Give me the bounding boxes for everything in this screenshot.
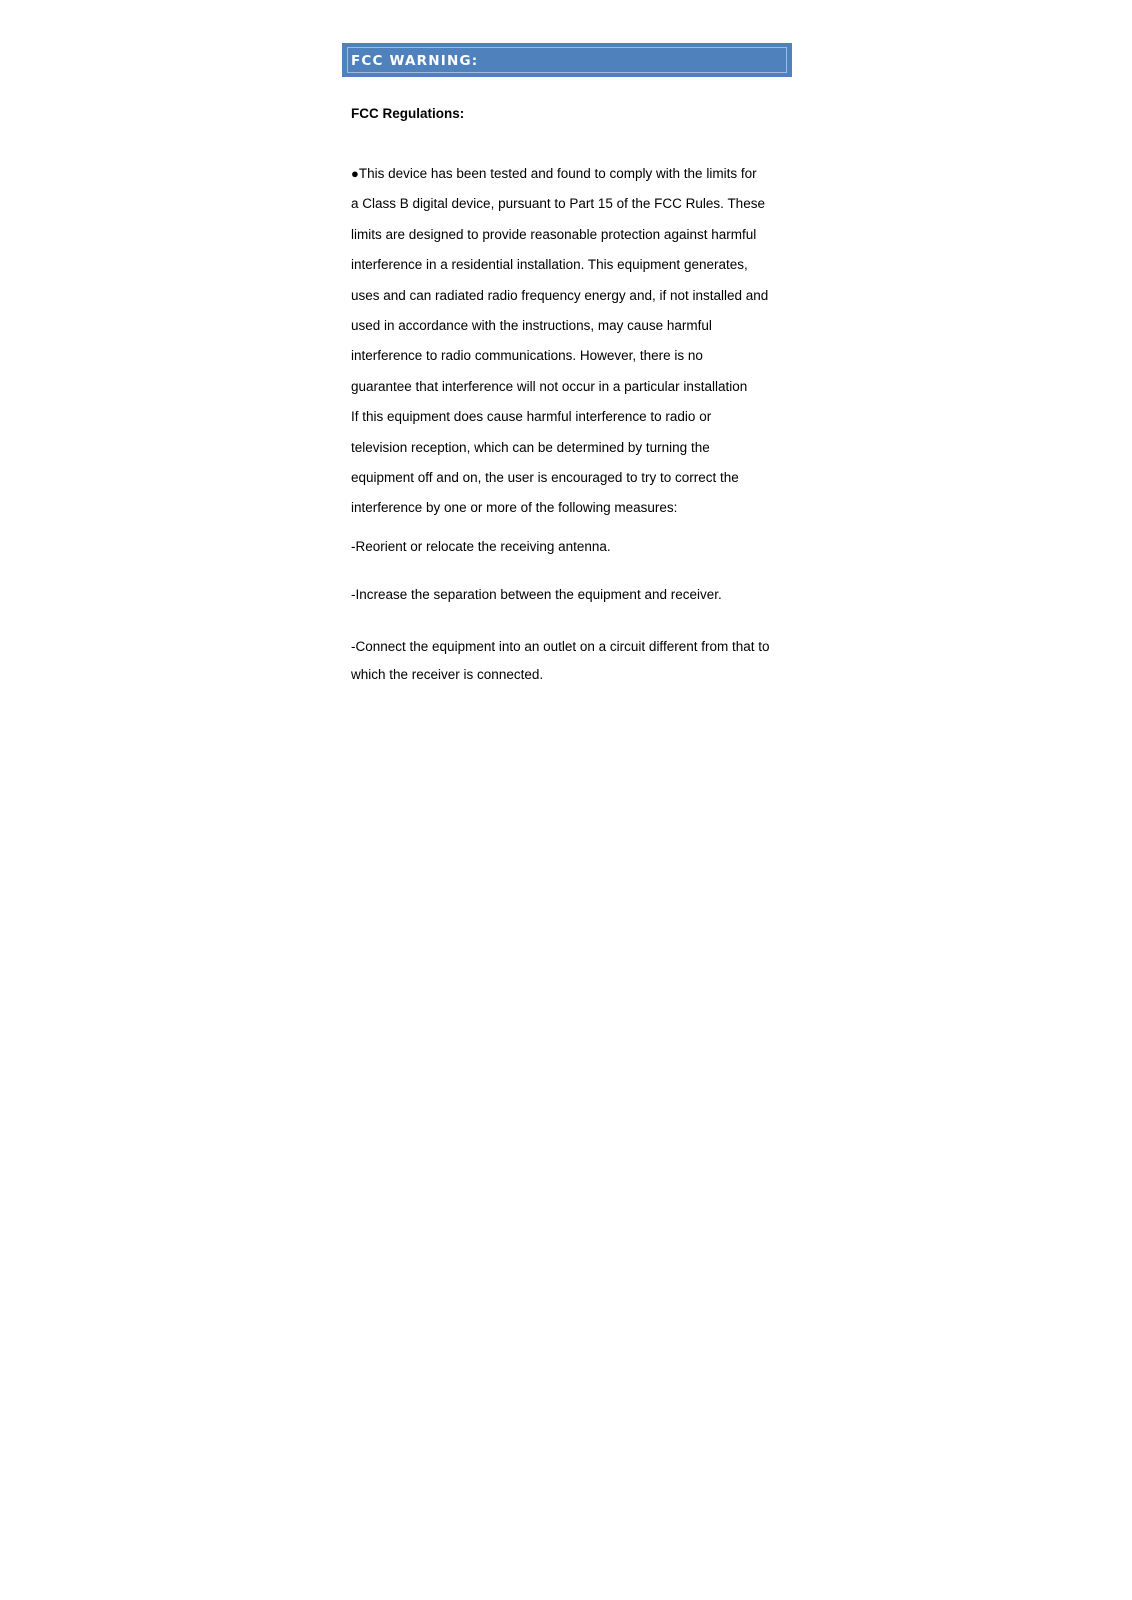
compliance-paragraph (351, 159, 791, 524)
paragraph-line: ●This device has been tested and found to comply with the limits for (351, 166, 757, 181)
paragraph-line: a Class B digital device, pursuant to Part 15 of the FCC Rules. These (351, 196, 765, 212)
paragraph-line: uses and can radiated radio frequency energy and, if not installed and (351, 287, 769, 303)
bullet-icon: ● (351, 166, 359, 181)
measure-item-reorient: -Reorient or relocate the receiving antenna. (351, 538, 611, 554)
measure-item-connect-outlet: -Connect the equipment into an outlet on a circuit different from that to which the receiver is connected. (351, 638, 770, 682)
header-title: FCC WARNING: (351, 53, 479, 69)
paragraph-line: television reception, which can be determined by turning the (351, 439, 710, 455)
document-content (342, 104, 782, 689)
paragraph-line: used in accordance with the instructions, may cause harmful (351, 318, 712, 334)
paragraph-line: If this equipment does cause harmful interference to radio or (351, 409, 712, 425)
paragraph-line: limits are designed to provide reasonable protection against harmful (351, 226, 757, 242)
section-subheading: FCC Regulations: (351, 106, 465, 121)
paragraph-line: interference in a residential installation. This equipment generates, (351, 257, 748, 273)
header-inner-frame (347, 47, 787, 73)
fcc-warning-header (342, 43, 792, 77)
paragraph-line: guarantee that interference will not occur in a particular installation (351, 378, 748, 394)
paragraph-line: equipment off and on, the user is encouraged to try to correct the (351, 470, 739, 486)
paragraph-line: interference to radio communications. However, there is no (351, 348, 703, 364)
document-page (342, 43, 792, 689)
paragraph-line: interference by one or more of the following measures: (351, 500, 678, 516)
measure-item-increase-separation: -Increase the separation between the equipment and receiver. (351, 586, 722, 602)
